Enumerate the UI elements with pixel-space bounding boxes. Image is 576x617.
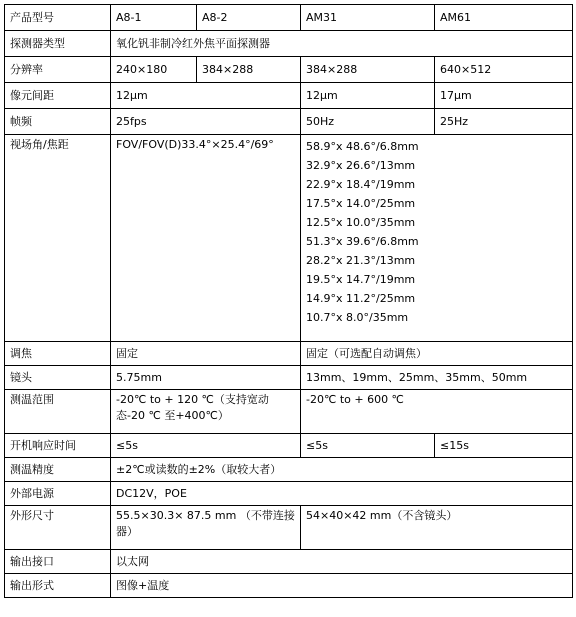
resolution-am61: 640×512	[435, 57, 573, 83]
table-row-fov	[5, 135, 573, 342]
startup-a8: ≤5s	[111, 434, 301, 458]
resolution-am31: 384×288	[301, 57, 435, 83]
frame-rate-a8: 25fps	[111, 109, 301, 135]
row-label-frame-rate: 帧频	[5, 109, 111, 135]
focus-a8: 固定	[111, 342, 301, 366]
row-label-detector: 探测器类型	[5, 31, 111, 57]
row-label-model: 产品型号	[5, 5, 111, 31]
focus-am: 固定（可选配自动调焦）	[301, 342, 573, 366]
row-label-startup: 开机响应时间	[5, 434, 111, 458]
fov-am	[301, 135, 573, 342]
startup-am31: ≤5s	[301, 434, 435, 458]
dimensions-am: 54×40×42 mm（不含镜头）	[301, 506, 573, 550]
pixel-pitch-am61: 17μm	[435, 83, 573, 109]
fov-item: 19.5°x 14.7°/19mm	[306, 273, 416, 286]
detector-value: 氧化钒非制冷红外焦平面探测器	[111, 31, 573, 57]
fov-item: 32.9°x 26.6°/13mm	[306, 159, 416, 172]
spec-table	[4, 4, 573, 598]
lens-am: 13mm、19mm、25mm、35mm、50mm	[301, 366, 573, 390]
power-value: DC12V，POE	[111, 482, 573, 506]
dimensions-a8: 55.5×30.3× 87.5 mm （不带连接器）	[111, 506, 301, 550]
row-label-power: 外部电源	[5, 482, 111, 506]
row-label-dimensions: 外形尺寸	[5, 506, 111, 550]
fov-item: 14.9°x 11.2°/25mm	[306, 292, 416, 305]
table-row-dimensions	[5, 506, 573, 550]
model-am31: AM31	[301, 5, 435, 31]
table-row-resolution	[5, 57, 573, 83]
fov-a8: FOV/FOV(D)33.4°×25.4°/69°	[111, 135, 301, 342]
output-interface-value: 以太网	[111, 550, 573, 574]
frame-rate-am31: 50Hz	[301, 109, 435, 135]
row-label-resolution: 分辨率	[5, 57, 111, 83]
row-label-focus: 调焦	[5, 342, 111, 366]
row-label-fov: 视场角/焦距	[5, 135, 111, 342]
fov-item: 22.9°x 18.4°/19mm	[306, 178, 416, 191]
pixel-pitch-a8: 12μm	[111, 83, 301, 109]
model-a8-2: A8-2	[197, 5, 301, 31]
output-format-value: 图像+温度	[111, 574, 573, 598]
table-row-focus	[5, 342, 573, 366]
table-row-pixel-pitch	[5, 83, 573, 109]
fov-list	[306, 137, 568, 327]
table-row-output-format	[5, 574, 573, 598]
spec-table-container	[4, 4, 573, 598]
model-a8-1: A8-1	[111, 5, 197, 31]
row-label-output-interface: 输出接口	[5, 550, 111, 574]
accuracy-value: ±2℃或读数的±2%（取较大者）	[111, 458, 573, 482]
temp-range-a8: -20℃ to + 120 ℃（支持宽动态-20 ℃ 至+400℃）	[111, 390, 301, 434]
fov-item: 10.7°x 8.0°/35mm	[306, 311, 409, 324]
temp-range-am: -20℃ to + 600 ℃	[301, 390, 573, 434]
table-row-frame-rate	[5, 109, 573, 135]
table-row-lens	[5, 366, 573, 390]
fov-item: 28.2°x 21.3°/13mm	[306, 254, 416, 267]
model-am61: AM61	[435, 5, 573, 31]
startup-am61: ≤15s	[435, 434, 573, 458]
table-row-power	[5, 482, 573, 506]
row-label-lens: 镜头	[5, 366, 111, 390]
frame-rate-am61: 25Hz	[435, 109, 573, 135]
pixel-pitch-am31: 12μm	[301, 83, 435, 109]
resolution-a8-2: 384×288	[197, 57, 301, 83]
row-label-pixel-pitch: 像元间距	[5, 83, 111, 109]
table-row-accuracy	[5, 458, 573, 482]
fov-item: 51.3°x 39.6°/6.8mm	[306, 235, 419, 248]
table-row-detector	[5, 31, 573, 57]
fov-item: 12.5°x 10.0°/35mm	[306, 216, 416, 229]
fov-item: 17.5°x 14.0°/25mm	[306, 197, 416, 210]
row-label-temp-range: 测温范围	[5, 390, 111, 434]
resolution-a8-1: 240×180	[111, 57, 197, 83]
table-row-model	[5, 5, 573, 31]
row-label-accuracy: 测温精度	[5, 458, 111, 482]
row-label-output-format: 输出形式	[5, 574, 111, 598]
table-row-startup	[5, 434, 573, 458]
fov-item: 58.9°x 48.6°/6.8mm	[306, 140, 419, 153]
table-row-temp-range	[5, 390, 573, 434]
lens-a8: 5.75mm	[111, 366, 301, 390]
table-row-output-interface	[5, 550, 573, 574]
